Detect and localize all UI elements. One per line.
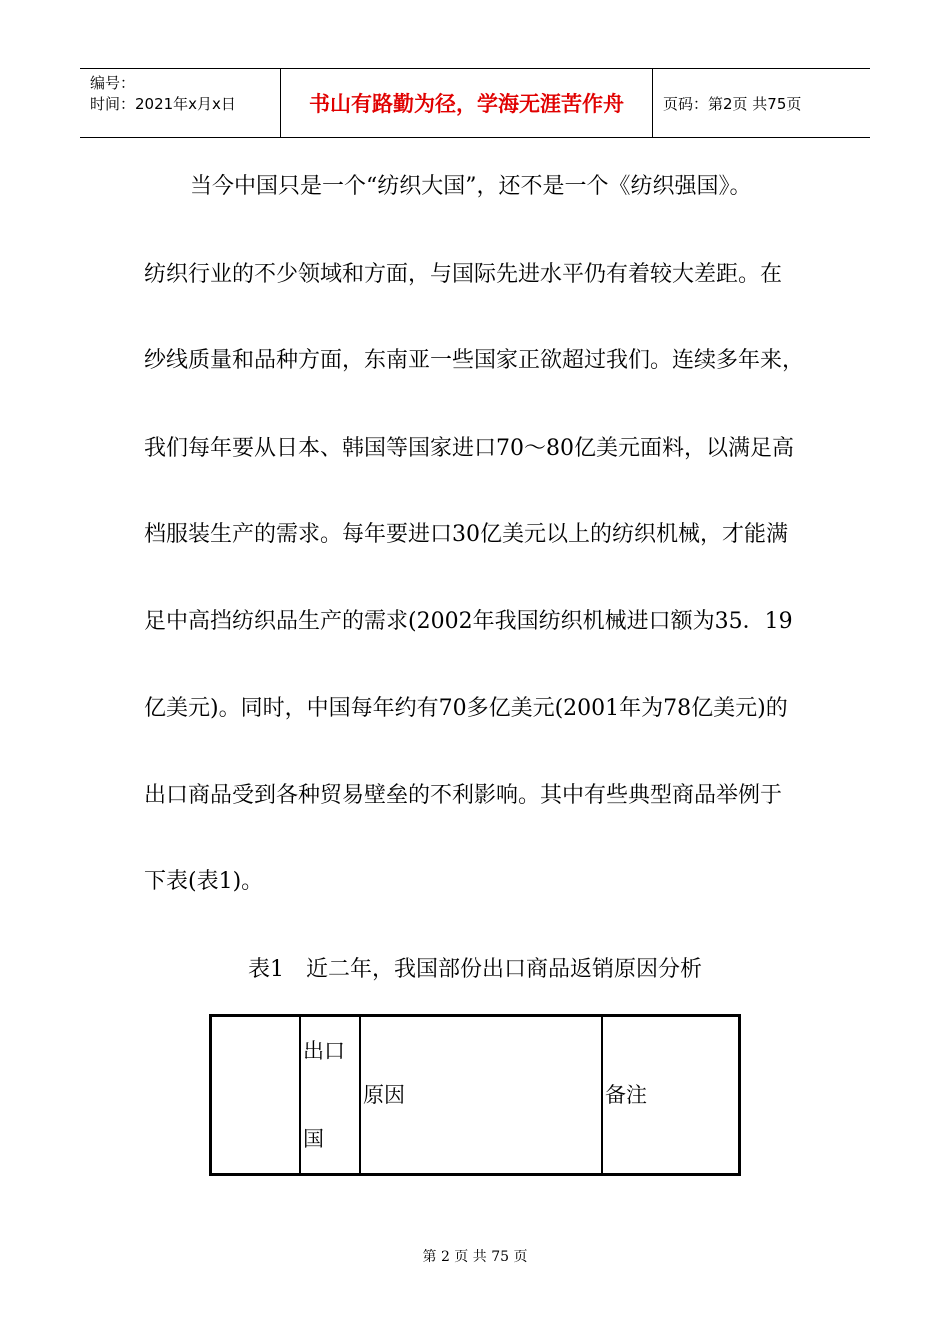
header-cell-export-country-line1: 出口 [303, 1039, 345, 1063]
body-line: 档服装生产的需求。每年要进口30亿美元以上的纺织机械，才能满 [144, 522, 788, 547]
export-return-table [209, 1014, 741, 1176]
header-cell-export-country-line2: 国 [303, 1127, 324, 1151]
header-cell-blank [211, 1016, 299, 1174]
body-line: 出口商品受到各种贸易壁垒的不利影响。其中有些典型商品举例于 [144, 783, 783, 808]
table-header-row [211, 1016, 739, 1174]
body-line: 纺织行业的不少领域和方面，与国际先进水平仍有着较大差距。在 [144, 262, 783, 287]
header-meta [80, 69, 281, 137]
page-header [80, 68, 870, 138]
header-cell-export-country [299, 1016, 359, 1174]
table-caption: 表1 近二年，我国部份出口商品返销原因分析 [248, 957, 702, 982]
body-line: 当今中国只是一个“纺织大国”，还不是一个《纺织强国》。 [190, 174, 752, 199]
body-line: 亿美元)。同时，中国每年约有70多亿美元(2001年为78亿美元)的 [144, 696, 788, 721]
page-footer: 第 2 页 共 75 页 [422, 1249, 528, 1265]
body-line: 纱线质量和品种方面，东南亚一些国家正欲超过我们。连续多年来， [144, 348, 805, 373]
header-number-label: 编号： [90, 74, 136, 92]
body-line: 下表(表1)。 [144, 869, 264, 894]
header-motto: 书山有路勤为径，学海无涯苦作舟 [281, 69, 653, 137]
header-page-info: 页码：第2页 共75页 [663, 94, 802, 113]
header-cell-reason: 原因 [359, 1016, 601, 1174]
body-line: 足中高挡纺织品生产的需求(2002年我国纺织机械进口额为35．19 [144, 609, 793, 634]
header-time-label: 时间：2021年x月x日 [90, 95, 236, 113]
body-line: 我们每年要从日本、韩国等国家进口70～80亿美元面料，以满足高 [144, 436, 794, 461]
header-cell-remark: 备注 [601, 1016, 739, 1174]
